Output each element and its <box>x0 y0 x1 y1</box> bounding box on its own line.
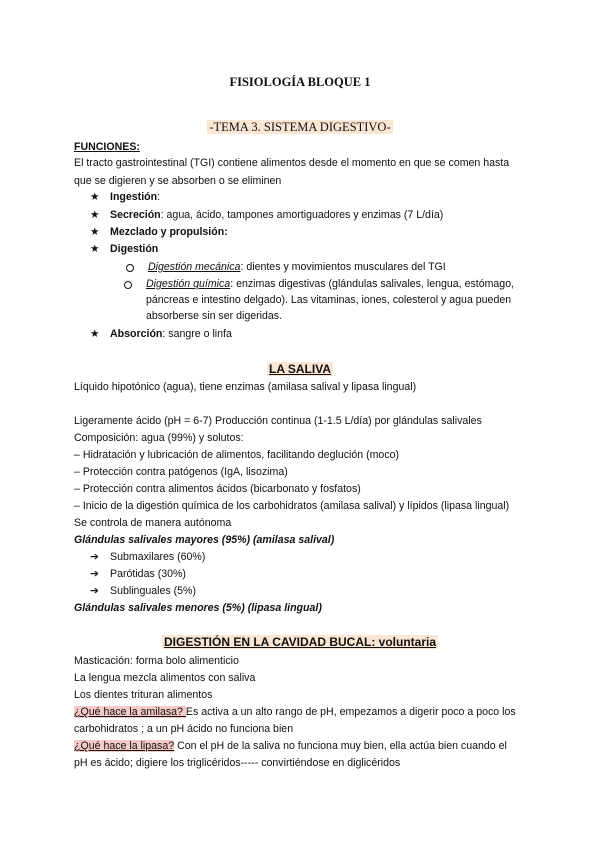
saliva-line-1: Líquido hipotónico (agua), tiene enzimas (amilasa salival y lipasa lingual) <box>74 381 417 393</box>
amilasa-question-line: ¿Qué hace la amilasa? Es activa a un alto rango de pH, empezamos a digerir poco a poco los <box>74 706 516 718</box>
arrow-right-icon: ➔ <box>90 568 99 580</box>
amilasa-answer-line-2: carbohidratos ; a un pH ácido no funciona bien <box>74 723 294 735</box>
lipasa-question-line: ¿Qué hace la lipasa? Con el pH de la saliva no funciona muy bien, ella actúa bien cuando el <box>74 740 507 752</box>
saliva-line-2: Ligeramente ácido (pH = 6-7) Producción continua (1-1.5 L/día) por glándulas salivales <box>74 415 482 427</box>
funcion-item-digestion: ★ Digestión <box>90 243 159 255</box>
lipasa-answer-line-2: pH es ácido; digiere los triglicéridos----- convirtiéndose en diglicéridos <box>74 757 401 769</box>
funciones-heading: FUNCIONES: <box>74 141 140 153</box>
digestion-quimica-line-2: páncreas e intestino delgado). Las vitaminas, iones, colesterol y agua pueden <box>146 294 512 306</box>
subtitle-text: -TEMA 3. SISTEMA DIGESTIVO- <box>209 120 391 134</box>
digestion-quimica-line-3: absorberse sin ser digeridas. <box>146 310 283 322</box>
circle-bullet-icon <box>124 281 132 289</box>
funciones-intro-line-1: El tracto gastrointestinal (TGI) contiene alimentos desde el momento en que se comen hasta <box>74 157 510 169</box>
saliva-control: Se controla de manera autónoma <box>74 517 232 529</box>
saliva-list-item: – Protección contra alimentos ácidos (bicarbonato y fosfatos) <box>74 483 361 495</box>
star-icon: ★ <box>90 191 100 203</box>
saliva-line-3: Composición: agua (99%) y solutos: <box>74 432 244 444</box>
bucal-line-3: Los dientes trituran alimentos <box>74 689 213 701</box>
funcion-item-secrecion: ★ Secreción: agua, ácido, tampones amortiguadores y enzimas (7 L/día) <box>90 209 444 221</box>
arrow-right-icon: ➔ <box>90 551 99 563</box>
digestion-mecanica-item: Digestión mecánica: dientes y movimientos musculares del TGI <box>148 260 446 274</box>
saliva-list-item: – Protección contra patógenos (IgA, lisozima) <box>74 466 288 478</box>
saliva-list-item: – Inicio de la digestión química de los carbohidratos (amilasa salival) y lípidos (lipasa lingual) <box>74 500 510 512</box>
circle-bullet-icon <box>126 264 134 272</box>
funciones-intro-line-2: que se digieren y se absorben o se eliminen <box>74 175 282 187</box>
glandula-item-parotidas: ➔ Parótidas (30%) <box>90 568 186 580</box>
glandulas-mayores: Glándulas salivales mayores (95%) (amilasa salival) <box>74 534 335 546</box>
glandula-item-sublinguales: ➔ Sublinguales (5%) <box>90 585 196 597</box>
lipasa-question: ¿Qué hace la lipasa? <box>74 740 175 752</box>
funcion-item-mezclado: ★ Mezclado y propulsión: <box>90 226 228 238</box>
star-icon: ★ <box>90 243 100 255</box>
glandula-item-submaxilares: ➔ Submaxilares (60%) <box>90 551 206 563</box>
funcion-item-absorcion: ★ Absorción: sangre o linfa <box>90 328 232 340</box>
glandulas-menores: Glándulas salivales menores (5%) (lipasa lingual) <box>74 602 322 614</box>
saliva-heading: LA SALIVA <box>269 362 331 376</box>
arrow-right-icon: ➔ <box>90 585 99 597</box>
digestion-quimica-item: Digestión química: enzimas digestivas (glándulas salivales, lengua, estómago, <box>146 277 514 291</box>
funcion-item-ingestion: ★ Ingestión: <box>90 191 161 203</box>
star-icon: ★ <box>90 209 100 221</box>
bucal-heading: DIGESTIÓN EN LA CAVIDAD BUCAL: voluntaria <box>163 635 436 649</box>
document-title: FISIOLOGÍA BLOQUE 1 <box>229 75 371 89</box>
bucal-line-2: La lengua mezcla alimentos con saliva <box>74 672 256 684</box>
star-icon: ★ <box>90 328 100 340</box>
star-icon: ★ <box>90 226 100 238</box>
saliva-list-item: – Hidratación y lubricación de alimentos, facilitando deglución (moco) <box>74 449 400 461</box>
bucal-line-1: Masticación: forma bolo alimenticio <box>74 655 239 667</box>
amilasa-question: ¿Qué hace la amilasa? <box>74 706 186 718</box>
document-subtitle <box>0 120 600 134</box>
